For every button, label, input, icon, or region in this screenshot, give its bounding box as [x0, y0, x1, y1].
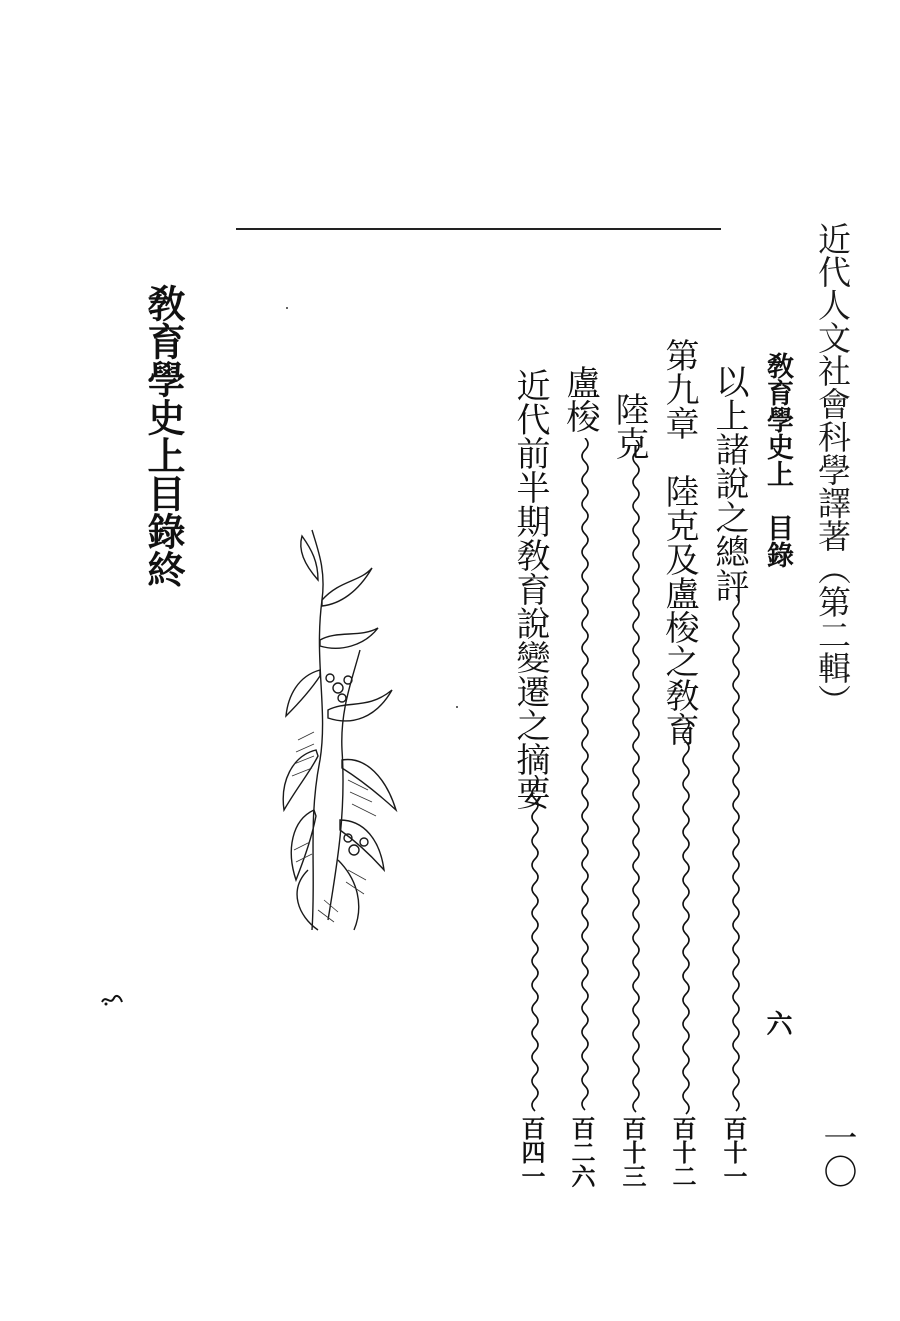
section-page: 六	[762, 1010, 792, 1036]
toc-leader	[626, 440, 646, 1116]
toc-leader	[575, 438, 595, 1116]
toc-leader	[726, 595, 746, 1115]
toc-entry-page: 百二六	[567, 1116, 596, 1188]
toc-entry-title: 陸克	[609, 392, 649, 460]
toc-leader	[525, 775, 545, 1116]
ink-mark-icon	[100, 992, 124, 1008]
toc-entry-title: 近代前半期敎育說變遷之摘要	[510, 368, 550, 810]
toc-entry-page: 百十三	[618, 1116, 647, 1188]
toc-leader	[676, 718, 696, 1116]
toc-end-mark: 敎育學史上目錄終	[141, 284, 186, 588]
ink-speck	[456, 706, 458, 708]
page-number: 一〇	[817, 1120, 857, 1188]
toc-entry-page: 百十一	[719, 1116, 748, 1188]
top-rule	[236, 228, 721, 230]
series-title: 近代人文社會科學譯著（第二輯）	[813, 222, 852, 717]
toc-entry-page: 百四一	[517, 1116, 546, 1188]
botanical-illustration	[268, 520, 408, 940]
ink-speck	[286, 307, 288, 309]
section-title: 敎育學史上 目錄	[762, 352, 793, 568]
toc-entry-title: 以上諸說之總評	[709, 364, 749, 602]
toc-entry-page: 百十二	[668, 1116, 697, 1188]
toc-entry-title: 第九章 陸克及盧梭之敎育	[659, 338, 699, 746]
toc-entry-title: 盧梭	[560, 365, 600, 433]
